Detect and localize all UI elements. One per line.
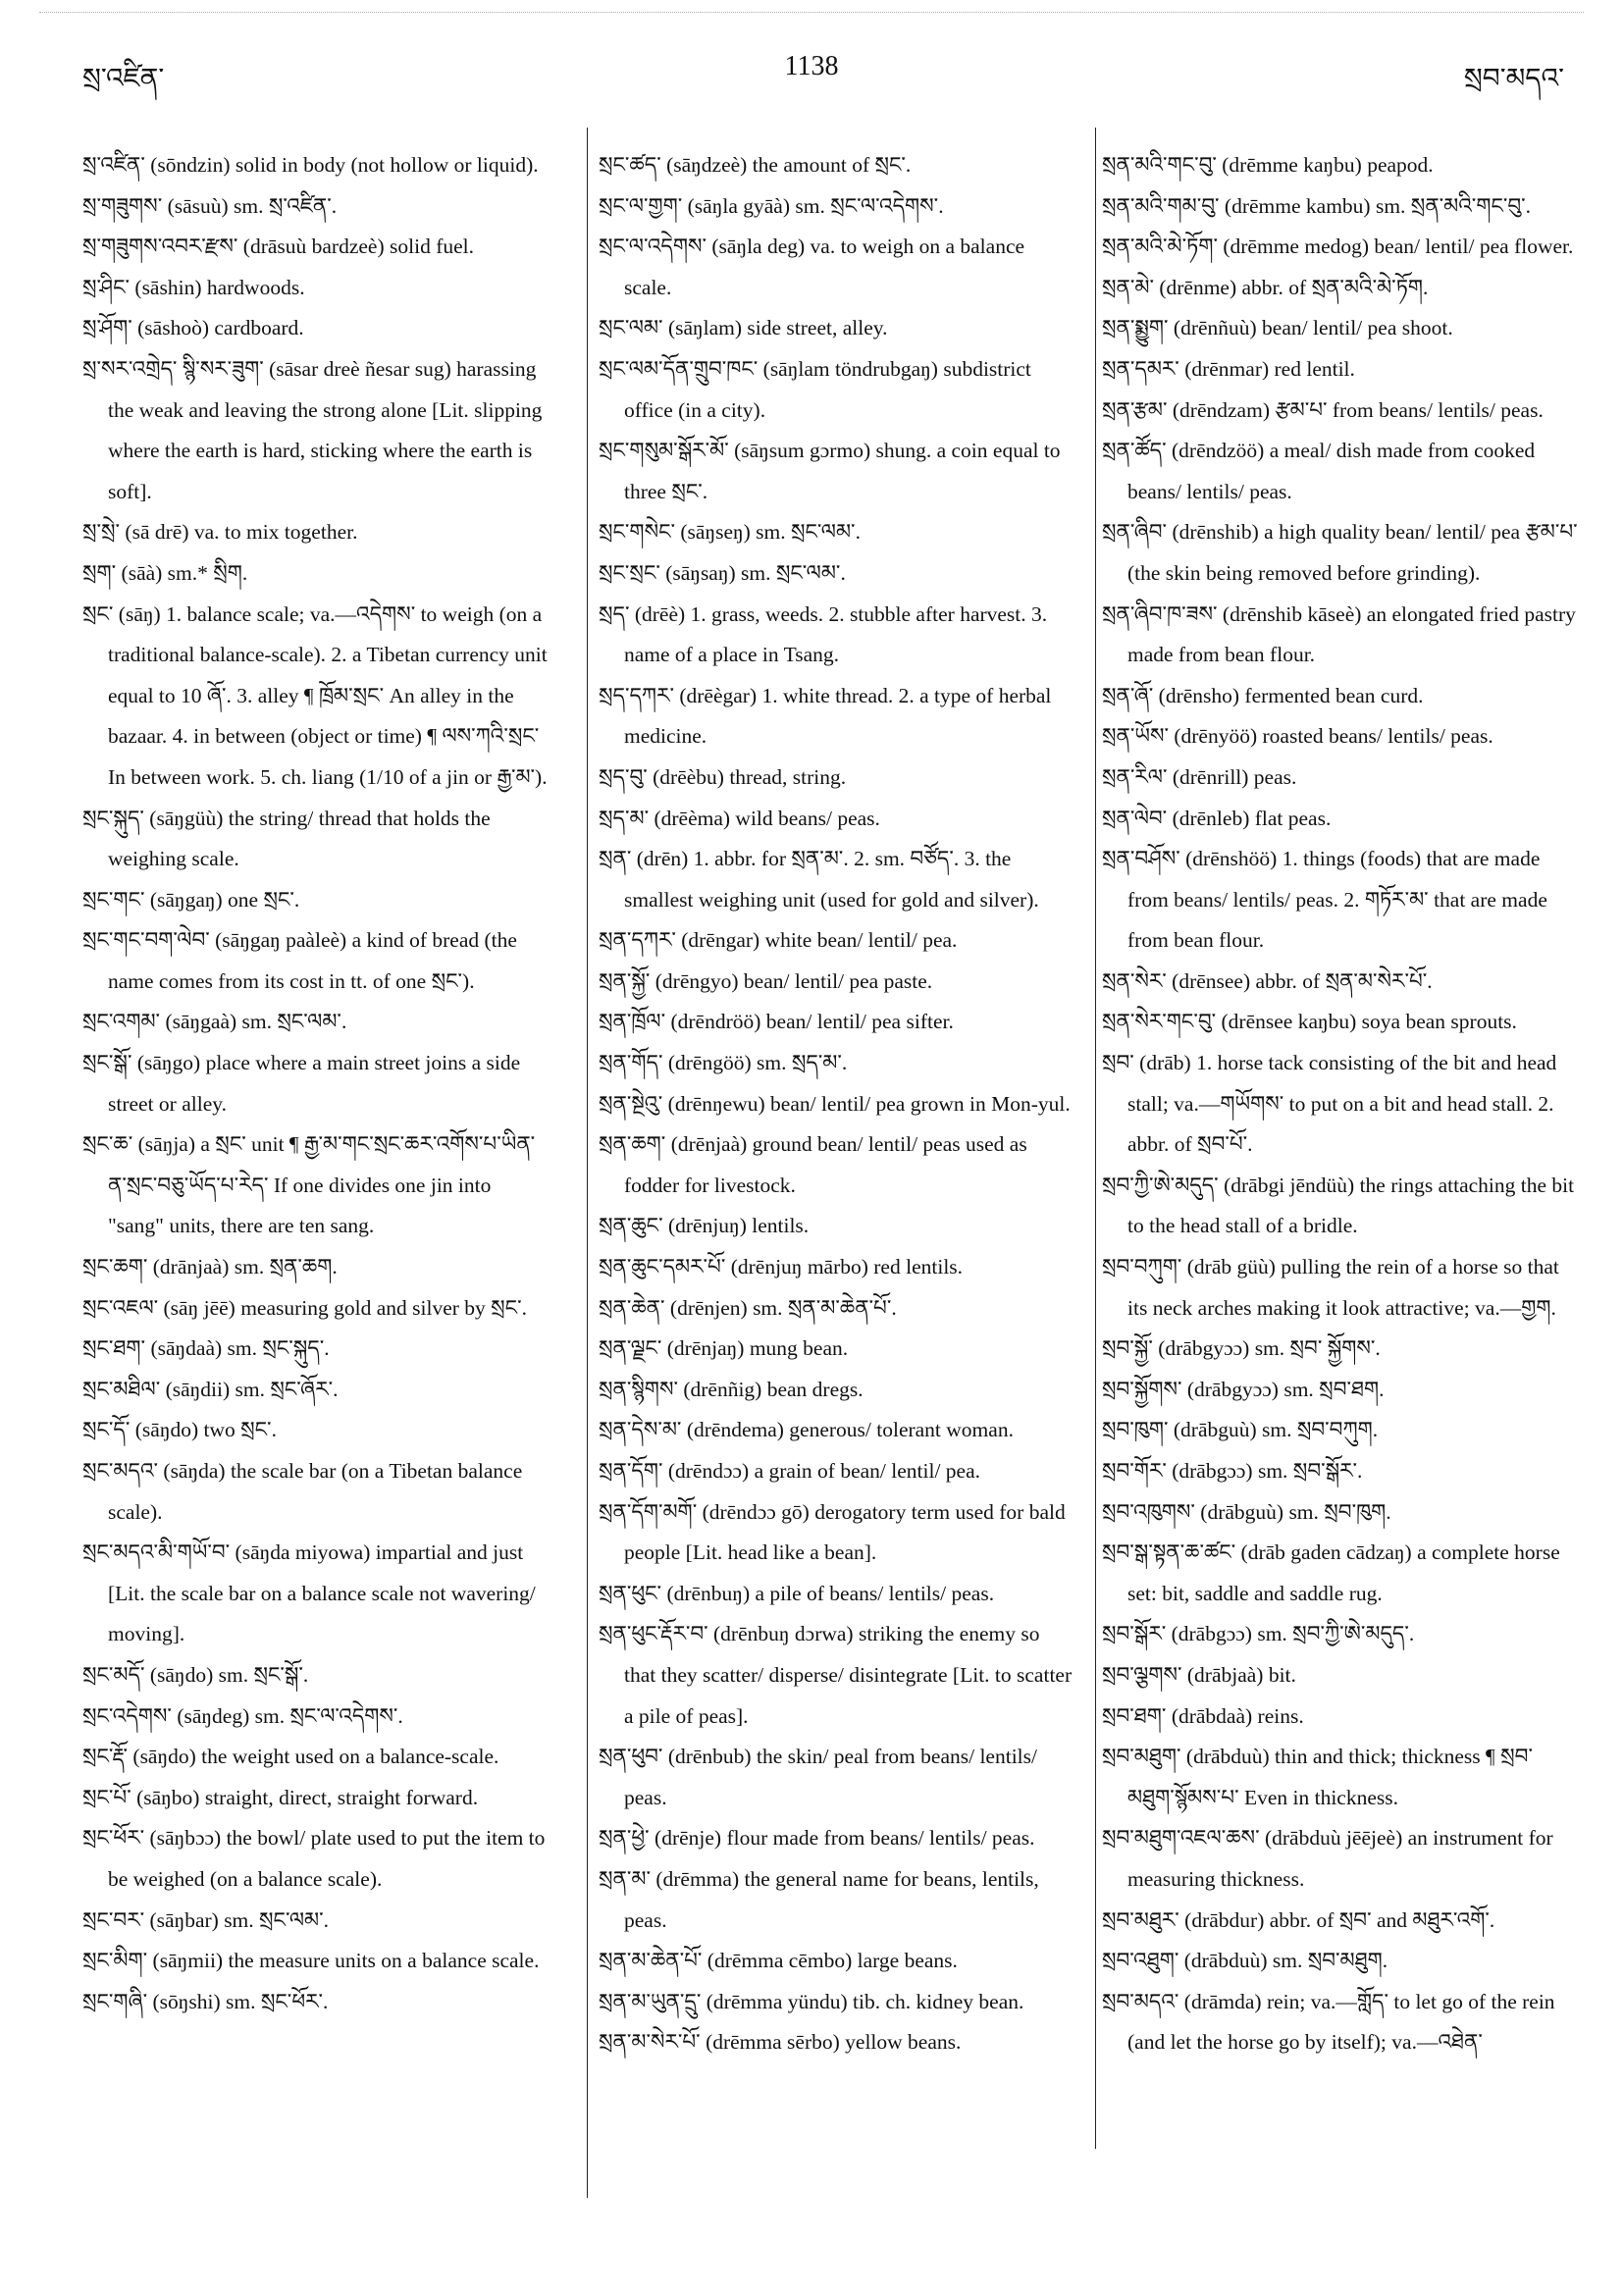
dictionary-entry: སྲན་གོད་ (drēngöö) sm. སྲད་མ་.	[599, 1051, 848, 1075]
dictionary-entry: སྲག་ (sāà) sm.* སྲིག.	[82, 560, 248, 585]
dictionary-entry: སྲན་སེར་གང་བུ་ (drēnsee kaŋbu) soya bean sprouts.	[1102, 1010, 1517, 1034]
dictionary-entry: སྲན་ཞིབ་ (drēnshib) a high quality bean/ lentil/ pea རྩམ་པ་ (the skin being removed before grinding).	[1102, 520, 1578, 585]
dictionary-entry: སྲབ་ཁུག་ (drābguù) sm. སྲབ་བཀུག.	[1102, 1418, 1379, 1442]
dictionary-entry: སྲབ་ (drāb) 1. horse tack consisting of the bit and head stall; va.—གཡོགས་ to put on a bit and head stall. 2. abbr. of སྲབ་པོ་.	[1102, 1051, 1557, 1157]
dictionary-entry: སྲན་ཕྱེ་ (drēnje) flour made from beans/ lentils/ peas.	[599, 1826, 1035, 1851]
dictionary-entry: སྲན་ཆུང་དམར་པོ་ (drēnjuŋ mārbo) red lentils.	[599, 1255, 964, 1279]
dictionary-entry: སྲན་མའི་གང་བུ་ (drēmme kaŋbu) peapod.	[1102, 153, 1434, 177]
dictionary-entry: སྲང་གང་བག་ལེབ་ (sāŋgaŋ paàleè) a kind of bread (the name comes from its cost in tt. of one སྲང་).	[82, 928, 517, 993]
dictionary-entry: སྲན་ཞོ་ (drēnsho) fermented bean curd.	[1102, 683, 1424, 707]
dictionary-entry: སྲན་ལེབ་ (drēnleb) flat peas.	[1102, 806, 1332, 830]
dictionary-entry: སྲང་ཆག་ (drānjaà) sm. སྲན་ཆག.	[82, 1255, 338, 1279]
dictionary-entry: སྲབ་མཐུག་ (drābduù) thin and thick; thickness ¶ སྲབ་མཐུག་སྙོམས་པ་ Even in thickness.	[1102, 1745, 1533, 1809]
dictionary-entry: སྲབ་སྐྱོགས་ (drābgyɔɔ) sm. སྲབ་ཐག.	[1102, 1377, 1385, 1401]
dictionary-entry: སྲན་དམར་ (drēnmar) red lentil.	[1102, 356, 1355, 381]
column-3	[1102, 145, 1578, 2063]
dictionary-entry: སྲན་མའི་མེ་ཏོག་ (drēmme medog) bean/ lentil/ pea flower.	[1102, 235, 1574, 259]
dictionary-entry: སྲང་ཐག་ (sāŋdaà) sm. སྲང་སྐུད་.	[82, 1336, 330, 1361]
dictionary-entry: སྲན་ཡོས་ (drēnyöö) roasted beans/ lentils/ peas.	[1102, 724, 1493, 749]
dictionary-entry: སྲང་ཚད་ (sāŋdzeè) the amount of སྲང་.	[599, 153, 912, 177]
dictionary-entry: སྲན་ཞིབ་ཁ་ཟས་ (drēnshib kāseè) an elongated fried pastry made from bean flour.	[1102, 601, 1576, 667]
dictionary-entry: སྲན་ཆེན་ (drēnjen) sm. སྲན་མ་ཆེན་པོ་.	[599, 1295, 897, 1320]
dictionary-entry: སྲང་འགམ་ (sāŋgaà) sm. སྲང་ལམ་.	[82, 1010, 347, 1034]
dictionary-entry: སྲ་གཟུགས་འབར་རྫས་ (drāsuù bardzeè) solid fuel.	[82, 235, 474, 259]
dictionary-entry: སྲན་མེ་ (drēnme) abbr. of སྲན་མའི་མེ་ཏོག.	[1102, 275, 1429, 299]
dictionary-entry: སྲང་སྐུད་ (sāŋgüù) the string/ thread that holds the weighing scale.	[82, 806, 491, 871]
dictionary-entry: སྲན་མའི་གམ་བུ་ (drēmme kambu) sm. སྲན་མའི་གང་བུ་.	[1102, 193, 1532, 218]
dictionary-entry: སྲང་མདའ་ (sāŋda) the scale bar (on a Tibetan balance scale).	[82, 1459, 523, 1524]
dictionary-entry: སྲན་ལྗང་ (drēnjaŋ) mung bean.	[599, 1336, 849, 1361]
dictionary-entry: སྲན་ཆུང་ (drēnjuŋ) lentils.	[599, 1214, 810, 1238]
dictionary-entry: སྲབ་ཀྱི་ཨེ་མདུད་ (drābgi jēndüù) the rings attaching the bit to the head stall of a bridle.	[1102, 1173, 1575, 1238]
dictionary-entry: སྲང་སྒོ་ (sāŋgo) place where a main street joins a side street or alley.	[82, 1051, 521, 1116]
dictionary-entry: སྲ་སྲེ་ (sā drē) va. to mix together.	[82, 520, 358, 545]
left-guide-word: སྲ་འཛིན་	[82, 62, 165, 94]
dictionary-entry: སྲབ་ལྕགས་ (drābjaà) bit.	[1102, 1662, 1296, 1687]
dictionary-entry: སྲན་དོག་མགོ་ (drēndɔɔ gō) derogatory term used for bald people [Lit. head like a bean].	[599, 1499, 1066, 1565]
dictionary-entry: སྲང་འདེགས་ (sāŋdeg) sm. སྲང་ལ་འདེགས་.	[82, 1703, 403, 1728]
dictionary-entry: སྲང་མིག་ (sāŋmii) the measure units on a balance scale.	[82, 1949, 540, 1973]
dictionary-entry: སྲན་སྨྱུག་ (drēnñuù) bean/ lentil/ pea shoot.	[1102, 316, 1453, 340]
dictionary-entry: སྲན་སྔེའུ་ (drēnŋewu) bean/ lentil/ pea grown in Mon-yul.	[599, 1091, 1071, 1116]
dictionary-entry: སྲན་རིལ་ (drēnrill) peas.	[1102, 764, 1297, 789]
dictionary-entry: སྲ་འཛིན་ (sōndzin) solid in body (not hollow or liquid).	[82, 153, 539, 177]
dictionary-entry: སྲབ་མཐུར་ (drābdur) abbr. of སྲབ་ and མཐུར་འགོ་.	[1102, 1907, 1495, 1932]
dictionary-entry: སྲང་གསུམ་སྒོར་མོ་ (sāŋsum gɔrmo) shung. a coin equal to three སྲང་.	[599, 439, 1061, 503]
dictionary-entry: སྲང་འཇལ་ (sāŋ jēē) measuring gold and silver by སྲང་.	[82, 1295, 527, 1320]
dictionary-entry: སྲང་ལ་འདེགས་ (sāŋla deg) va. to weigh on a balance scale.	[599, 235, 1025, 299]
dictionary-entry: སྲན་མ་ (drēmma) the general name for beans, lentils, peas.	[599, 1866, 1039, 1932]
dictionary-entry: སྲབ་སྒོར་ (drābgɔɔ) sm. སྲབ་ཀྱི་ཨེ་མདུད་.	[1102, 1622, 1415, 1646]
dictionary-entry: སྲད་བུ་ (drēèbu) thread, string.	[599, 764, 847, 789]
dictionary-entry: སྲ་ཤོག་ (sāshoò) cardboard.	[82, 316, 304, 340]
dictionary-entry: སྲན་ཚོད་ (drēndzöö) a meal/ dish made from cooked beans/ lentils/ peas.	[1102, 439, 1536, 503]
dictionary-entry: སྲང་མདའ་མི་གཡོ་བ་ (sāŋda miyowa) impartial and just [Lit. the scale bar on a balance scale not wavering/ moving].	[82, 1540, 536, 1646]
dictionary-entry: སྲན་མ་སེར་པོ་ (drēmma sērbo) yellow beans.	[599, 2030, 962, 2055]
dictionary-entry: སྲང་གང་ (sāŋgaŋ) one སྲང་.	[82, 887, 300, 912]
dictionary-entry: སྲ་ཤིང་ (sāshin) hardwoods.	[82, 275, 305, 299]
dictionary-entry: སྲན་དཀར་ (drēngar) white bean/ lentil/ pea.	[599, 928, 958, 953]
dictionary-entry: སྲབ་གོར་ (drābgɔɔ) sm. སྲབ་སྒོར་.	[1102, 1459, 1363, 1483]
dictionary-entry: སྲང་གཞི་ (sōŋshi) sm. སྲང་ཕོར་.	[82, 1989, 329, 2013]
column-divider-1	[587, 128, 588, 2198]
dictionary-entry: སྲན་དེས་མ་ (drēndema) generous/ tolerant woman.	[599, 1418, 1014, 1442]
dictionary-entry: སྲང་མདོ་ (sāŋdo) sm. སྲང་སྒོ་.	[82, 1662, 309, 1687]
dictionary-entry: སྲང་ཕོར་ (sāŋbɔɔ) the bowl/ plate used to put the item to be weighed (on a balance scale).	[82, 1826, 546, 1891]
dictionary-entry: སྲང་རྡོ་ (sāŋdo) the weight used on a balance-scale.	[82, 1745, 499, 1769]
dictionary-entry: སྲན་ཆག་ (drēnjaà) ground bean/ lentil/ peas used as fodder for livestock.	[599, 1132, 1027, 1197]
column-1	[82, 145, 549, 2022]
dictionary-entry: སྲབ་སྒ་སྟན་ཆ་ཚང་ (drāb gaden cādzaŋ) a complete horse set: bit, saddle and saddle rug.	[1102, 1540, 1560, 1605]
dictionary-entry: སྲན་ (drēn) 1. abbr. for སྲན་མ་. 2. sm. བཙོད་. 3. the smallest weighing unit (used for gold and silver).	[599, 847, 1039, 912]
dictionary-entry: སྲབ་མདའ་ (drāmda) rein; va.—གློད་ to let go of the rein (and let the horse go by itself); va.—འཐེན་	[1102, 1989, 1555, 2055]
top-scan-edge	[39, 12, 1584, 13]
dictionary-entry: སྲང་ལམ་དོན་གྲུབ་ཁང་ (sāŋlam töndrubgaŋ) subdistrict office (in a city).	[599, 356, 1031, 422]
dictionary-entry: སྲབ་ཐག་ (drābdaà) reins.	[1102, 1703, 1304, 1728]
dictionary-entry: སྲང་སྲང་ (sāŋsaŋ) sm. སྲང་ལམ་.	[599, 560, 846, 585]
dictionary-entry: སྲབ་མཐུག་འཇལ་ཆས་ (drābduù jēējeè) an instrument for measuring thickness.	[1102, 1826, 1553, 1891]
dictionary-entry: སྲ་གཟུགས་ (sāsuù) sm. སྲ་འཛིན་.	[82, 193, 338, 218]
dictionary-entry: སྲང་མཐིལ་ (sāŋdii) sm. སྲང་ཞོར་.	[82, 1377, 339, 1401]
dictionary-entry: སྲན་མ་ཆེན་པོ་ (drēmma cēmbo) large beans.	[599, 1949, 958, 1973]
dictionary-entry: སྲ་སར་འགྲེད་ སྙི་སར་ཟུག་ (sāsar dreè ñesar sug) harassing the weak and leaving the strong alone [Lit. slipping where the earth is hard, sticking where the earth is soft].	[82, 356, 543, 503]
dictionary-entry: སྲན་དོག་ (drēndɔɔ) a grain of bean/ lentil/ pea.	[599, 1459, 981, 1483]
dictionary-entry: སྲབ་འཁུགས་ (drābguù) sm. སྲབ་ཁུག.	[1102, 1499, 1391, 1524]
dictionary-entry: སྲད་ (drēè) 1. grass, weeds. 2. stubble after harvest. 3. name of a place in Tsang.	[599, 601, 1048, 667]
column-2	[599, 145, 1074, 2063]
dictionary-entry: སྲན་སྙིགས་ (drēnñig) bean dregs.	[599, 1377, 864, 1401]
dictionary-entry: སྲང་ (sāŋ) 1. balance scale; va.—འདེགས་ to weigh (on a traditional balance-scale). 2. a Tibetan currency unit equal to 10 ཞོ་. 3. alley ¶ ཁྲོམ་སྲང་ An alley in the bazaar. 4. in between (object or time) ¶ ལས་ཀའི་སྲང་ In between work. 5. ch. liang (1/10 of a jin or རྒྱ་མ་).	[82, 601, 548, 789]
dictionary-entry: སྲབ་སྐྱོ་ (drābgyɔɔ) sm. སྲབ་ སྐྱོགས་.	[1102, 1336, 1381, 1361]
page-number: 1138	[784, 51, 839, 81]
dictionary-entry: སྲབ་འཐུག་ (drābduù) sm. སྲབ་མཐུག.	[1102, 1949, 1388, 1973]
dictionary-entry: སྲན་ཕུབ་ (drēnbub) the skin/ peal from beans/ lentils/ peas.	[599, 1745, 1037, 1809]
dictionary-entry: སྲན་བཤོས་ (drēnshöö) 1. things (foods) that are made from beans/ lentils/ peas. 2. གཏོར་མ་ that are made from bean flour.	[1102, 847, 1547, 953]
dictionary-entry: སྲབ་བཀུག་ (drāb güù) pulling the rein of a horse so that its neck arches making it look attractive; va.—གྱག.	[1102, 1255, 1559, 1320]
dictionary-entry: སྲང་ལམ་ (sāŋlam) side street, alley.	[599, 316, 888, 340]
dictionary-entry: སྲང་བར་ (sāŋbar) sm. སྲང་ལམ་.	[82, 1907, 329, 1932]
dictionary-entry: སྲན་སེར་ (drēnsee) abbr. of སྲན་མ་སེར་པོ་.	[1102, 968, 1433, 993]
dictionary-entry: སྲན་ཁྲོལ་ (drēndröö) bean/ lentil/ pea sifter.	[599, 1010, 954, 1034]
dictionary-entry: སྲན་མ་ཡུན་དྲུ་ (drēmma yündu) tib. ch. kidney bean.	[599, 1989, 1024, 2013]
column-divider-2	[1095, 128, 1096, 2149]
dictionary-entry: སྲན་རྩམ་ (drēndzam) རྩམ་པ་ from beans/ lentils/ peas.	[1102, 397, 1544, 422]
dictionary-entry: སྲན་ཕུང་རྡོར་བ་ (drēnbuŋ dɔrwa) striking the enemy so that they scatter/ disperse/ disintegrate [Lit. to scatter a pile of peas].	[599, 1622, 1073, 1728]
dictionary-entry: སྲན་ཕུང་ (drēnbuŋ) a pile of beans/ lentils/ peas.	[599, 1581, 995, 1605]
dictionary-entry: སྲད་མ་ (drēèma) wild beans/ peas.	[599, 806, 880, 830]
dictionary-entry: སྲང་པོ་ (sāŋbo) straight, direct, straight forward.	[82, 1785, 479, 1809]
right-guide-word: སྲབ་མདའ་	[1463, 62, 1564, 94]
dictionary-entry: སྲད་དཀར་ (drēègar) 1. white thread. 2. a type of herbal medicine.	[599, 683, 1052, 749]
dictionary-entry: སྲང་གསེང་ (sāŋseŋ) sm. སྲང་ལམ་.	[599, 520, 861, 545]
dictionary-entry: སྲན་སྐྱོ་ (drēngyo) bean/ lentil/ pea paste.	[599, 968, 933, 993]
dictionary-entry: སྲང་དོ་ (sāŋdo) two སྲང་.	[82, 1418, 277, 1442]
dictionary-entry: སྲང་ལ་གྱག་ (sāŋla gyāà) sm. སྲང་ལ་འདེགས་.	[599, 193, 944, 218]
dictionary-entry: སྲང་ཆ་ (sāŋja) a སྲང་ unit ¶ རྒྱ་མ་གང་སྲང་ཆར་འགོས་པ་ཡིན་ན་སྲང་བཅུ་ཡོད་པ་རེད་ If one divides one jin into "sang" units, there are ten sang.	[82, 1132, 536, 1238]
